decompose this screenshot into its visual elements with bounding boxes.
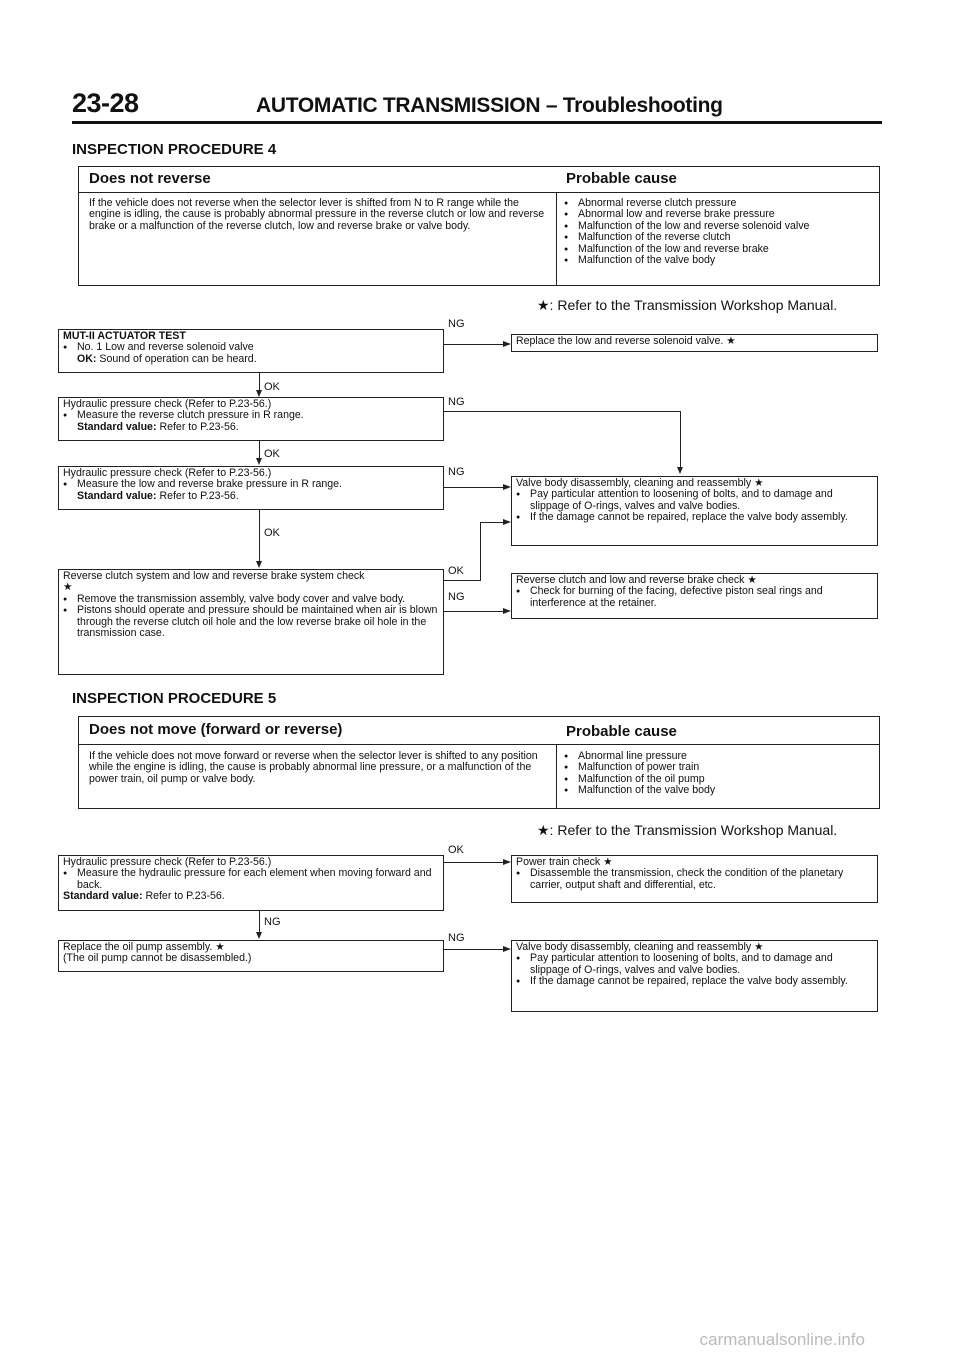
proc5-result1-box — [511, 855, 878, 903]
result-title: Valve body disassembly, cleaning and reassembly ★ — [516, 477, 764, 489]
ok-label: OK — [264, 527, 280, 539]
proc4-step2-box — [58, 397, 444, 441]
step-item: ● Remove the transmission assembly, valve body cover and valve body. — [63, 594, 439, 605]
arrow-right-icon — [503, 608, 511, 614]
page-title: AUTOMATIC TRANSMISSION – Troubleshooting — [256, 94, 723, 117]
step-title: MUT-II ACTUATOR TEST — [63, 330, 186, 342]
connector — [444, 487, 504, 488]
connector — [480, 522, 481, 581]
result-item: ● Check for burning of the facing, defective piston seal rings and interference at the retainer. — [516, 586, 873, 609]
step-title: Reverse clutch system and low and reverse brake system check — [63, 570, 365, 582]
arrow-down-icon — [256, 561, 262, 568]
page-number: 23-28 — [72, 88, 139, 118]
proc5-step1-box — [58, 855, 444, 911]
step-items — [63, 410, 439, 421]
ok-label: OK — [264, 448, 280, 460]
connector — [259, 441, 260, 459]
ng-label: NG — [448, 932, 465, 944]
ok-label: OK — [448, 565, 464, 577]
step-line: Replace the oil pump assembly. ★ — [63, 941, 225, 953]
ng-label: NG — [448, 466, 465, 478]
proc5-description: If the vehicle does not move forward or reverse when the selector lever is shifted to any position while the engine is idling, the cause is probably abnormal line pressure, or a malfunction of the power train, oil pump or valve body. — [89, 750, 538, 785]
connector — [444, 344, 504, 345]
std-label: Standard value: — [63, 890, 143, 903]
step-line: (The oil pump cannot be disassembled.) — [63, 952, 252, 965]
ng-label: NG — [448, 318, 465, 330]
arrow-right-icon — [503, 341, 511, 347]
std-text: Refer to P.23-56. — [159, 489, 239, 502]
result-items — [516, 489, 873, 523]
proc5-cause-list — [564, 751, 874, 797]
result-title: Power train check ★ — [516, 856, 613, 868]
arrow-down-icon — [256, 458, 262, 465]
step-title: Hydraulic pressure check (Refer to P.23-56.) — [63, 856, 272, 868]
arrow-right-icon — [503, 946, 511, 952]
std-label: Standard value: — [77, 489, 157, 502]
step-item: ● No. 1 Low and reverse solenoid valve — [63, 342, 439, 353]
step-title: Hydraulic pressure check (Refer to P.23-56.) — [63, 398, 272, 410]
proc4-title: INSPECTION PROCEDURE 4 — [72, 141, 277, 158]
divider — [79, 744, 879, 745]
cause-item: ● Abnormal reverse clutch pressure — [564, 198, 874, 209]
arrow-right-icon — [503, 859, 511, 865]
step-title: Hydraulic pressure check (Refer to P.23-56.) — [63, 467, 272, 479]
result-items — [516, 953, 873, 987]
arrow-down-icon — [677, 467, 683, 474]
ok-label: OK — [264, 381, 280, 393]
result-item: ● Disassemble the transmission, check the condition of the planetary carrier, output shaft and differential, etc. — [516, 868, 873, 891]
connector — [259, 373, 260, 391]
connector — [444, 411, 680, 412]
proc4-note: ★: Refer to the Transmission Workshop Manual. — [537, 297, 838, 313]
arrow-down-icon — [256, 932, 262, 939]
cause-item: ● Abnormal low and reverse brake pressure — [564, 209, 874, 220]
ok-text: Sound of operation can be heard. — [99, 352, 257, 365]
ng-label: NG — [264, 916, 281, 928]
divider — [556, 744, 557, 808]
connector — [444, 949, 504, 950]
proc5-note: ★: Refer to the Transmission Workshop Manual. — [537, 822, 838, 838]
header-rule — [72, 121, 882, 124]
step-item: ● Measure the hydraulic pressure for each element when moving forward and back. — [63, 868, 439, 891]
connector — [480, 522, 504, 523]
connector — [444, 611, 504, 612]
cause-item: ● Malfunction of the valve body — [564, 785, 874, 796]
connector — [444, 862, 504, 863]
proc5-symptom: Does not move (forward or reverse) — [89, 721, 343, 738]
result-items — [516, 868, 873, 891]
proc5-symptom-table — [78, 716, 880, 809]
cause-item: ● Malfunction of the oil pump — [564, 774, 874, 785]
step-items — [63, 594, 439, 640]
divider — [79, 192, 879, 193]
result-item: ● If the damage cannot be repaired, replace the valve body assembly. — [516, 512, 873, 523]
proc4-symptom-table — [78, 166, 880, 286]
result-item: ● If the damage cannot be repaired, replace the valve body assembly. — [516, 976, 873, 987]
step-items — [63, 479, 439, 490]
ok-label: OK — [448, 844, 464, 856]
result-item: ● Pay particular attention to loosening of bolts, and to damage and slippage of O-rings, valves and valve bodies. — [516, 489, 873, 512]
proc4-step1-box — [58, 329, 444, 373]
watermark: carmanualsonline.info — [699, 1330, 865, 1349]
proc5-step2-box — [58, 940, 444, 972]
ng-label: NG — [448, 396, 465, 408]
connector — [259, 911, 260, 933]
result-item: ● Pay particular attention to loosening of bolts, and to damage and slippage of O-rings, valves and valve bodies. — [516, 953, 873, 976]
result-title: Reverse clutch and low and reverse brake check ★ — [516, 574, 757, 586]
proc4-step3-box — [58, 466, 444, 510]
cause-item: ● Malfunction of the valve body — [564, 255, 874, 266]
proc4-description: If the vehicle does not reverse when the selector lever is shifted from N to R range while the engine is idling, the cause is probably abnormal pressure in the reverse clutch or low and reverse brake or a malfunction of the reverse clutch, low and reverse brake or valve body. — [89, 197, 545, 232]
cause-item: ● Malfunction of power train — [564, 762, 874, 773]
proc4-result2-box — [511, 476, 878, 546]
step-item: ● Measure the low and reverse brake pressure in R range. — [63, 479, 439, 490]
star-icon: ★ — [63, 581, 73, 594]
connector — [444, 580, 480, 581]
connector — [259, 510, 260, 562]
std-text: Refer to P.23-56. — [145, 890, 225, 903]
cause-item: ● Abnormal line pressure — [564, 751, 874, 762]
cause-item: ● Malfunction of the low and reverse brake — [564, 244, 874, 255]
cause-item: ● Malfunction of the reverse clutch — [564, 232, 874, 243]
divider — [556, 192, 557, 285]
result-items — [516, 586, 873, 609]
proc5-title: INSPECTION PROCEDURE 5 — [72, 690, 277, 707]
proc4-result1-box — [511, 334, 878, 352]
std-label: Standard value: — [77, 420, 157, 433]
result-title: Valve body disassembly, cleaning and reassembly ★ — [516, 941, 764, 953]
step-item: ● Pistons should operate and pressure should be maintained when air is blown through the reverse clutch oil hole and the low reverse brake oil hole in the transmission case. — [63, 605, 439, 639]
arrow-down-icon — [256, 390, 262, 397]
ok-label: OK: — [77, 352, 97, 365]
step-items — [63, 868, 439, 891]
result-text: Replace the low and reverse solenoid valve. ★ — [516, 335, 736, 347]
std-text: Refer to P.23-56. — [159, 420, 239, 433]
connector — [680, 411, 681, 468]
proc4-cause-heading: Probable cause — [566, 170, 677, 187]
proc4-cause-list — [564, 198, 874, 266]
proc4-symptom: Does not reverse — [89, 170, 211, 187]
cause-item: ● Malfunction of the low and reverse solenoid valve — [564, 221, 874, 232]
arrow-right-icon — [503, 519, 511, 525]
step-item: ● Measure the reverse clutch pressure in R range. — [63, 410, 439, 421]
arrow-right-icon — [503, 484, 511, 490]
ng-label: NG — [448, 591, 465, 603]
proc5-result2-box — [511, 940, 878, 1012]
proc4-step4-box — [58, 569, 444, 675]
step-items — [63, 342, 439, 353]
proc5-cause-heading: Probable cause — [566, 723, 677, 740]
proc4-result3-box — [511, 573, 878, 619]
